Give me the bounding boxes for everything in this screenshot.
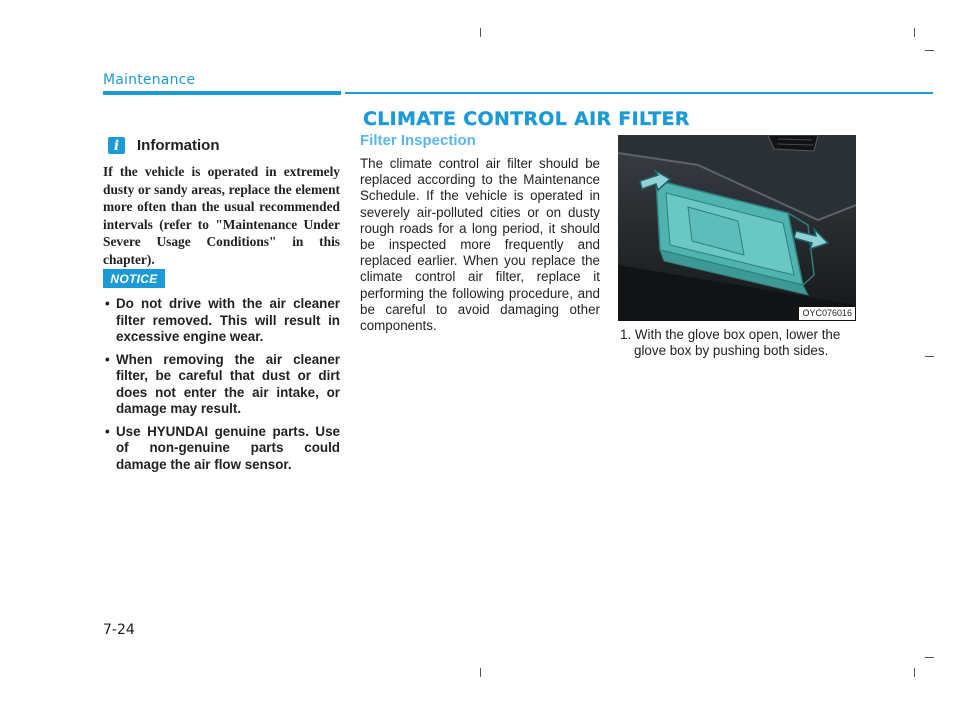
glove-box-drawing: [618, 135, 856, 321]
header-rule-right: [345, 92, 933, 94]
info-icon: i: [108, 137, 125, 154]
information-text: If the vehicle is operated in extremely dusty or sandy areas, replace the element more often than the usual recommended intervals (refer to "Maintenance Under Severe Usage Conditions" in this chapter).: [103, 164, 340, 267]
notice-item: • When removing the air cleaner filter, be careful that dust or dirt does not enter the air intake, or damage may result.: [103, 352, 340, 418]
notice-item: • Use HYUNDAI genuine parts. Use of non-genuine parts could damage the air flow sensor.: [103, 424, 340, 474]
notice-item: • Do not drive with the air cleaner filter removed. This will result in excessive engine wear.: [103, 296, 340, 346]
notice-list: [103, 296, 340, 479]
section-label: Maintenance: [103, 72, 196, 88]
figure-code: OYC076016: [799, 307, 855, 320]
information-heading: [108, 137, 220, 154]
crop-mark: [925, 356, 934, 357]
page-title: CLIMATE CONTROL AIR FILTER: [363, 108, 690, 130]
crop-mark: [914, 28, 915, 37]
information-title: Information: [137, 137, 220, 154]
notice-badge: NOTICE: [103, 269, 165, 288]
step-1-text: 1. With the glove box open, lower the glove box by pushing both sides.: [620, 327, 841, 359]
crop-mark: [480, 28, 481, 37]
crop-mark: [914, 668, 915, 677]
page-number: 7-24: [103, 622, 135, 638]
section-subtitle: Filter Inspection: [360, 132, 476, 149]
glove-box-illustration: [618, 135, 856, 321]
crop-mark: [925, 50, 934, 51]
header-rule-left: [103, 91, 341, 95]
crop-mark: [480, 668, 481, 677]
filter-inspection-text: The climate control air filter should be replaced according to the Maintenance Schedule. If the vehicle is operated in severely air-polluted cities or on dusty rough roads for a long period, it should be inspected more frequently and replaced earlier. When you replace the climate control air filter, replace it performing the following procedure, and be careful to avoid damaging other components.: [360, 156, 600, 334]
crop-mark: [925, 657, 934, 658]
